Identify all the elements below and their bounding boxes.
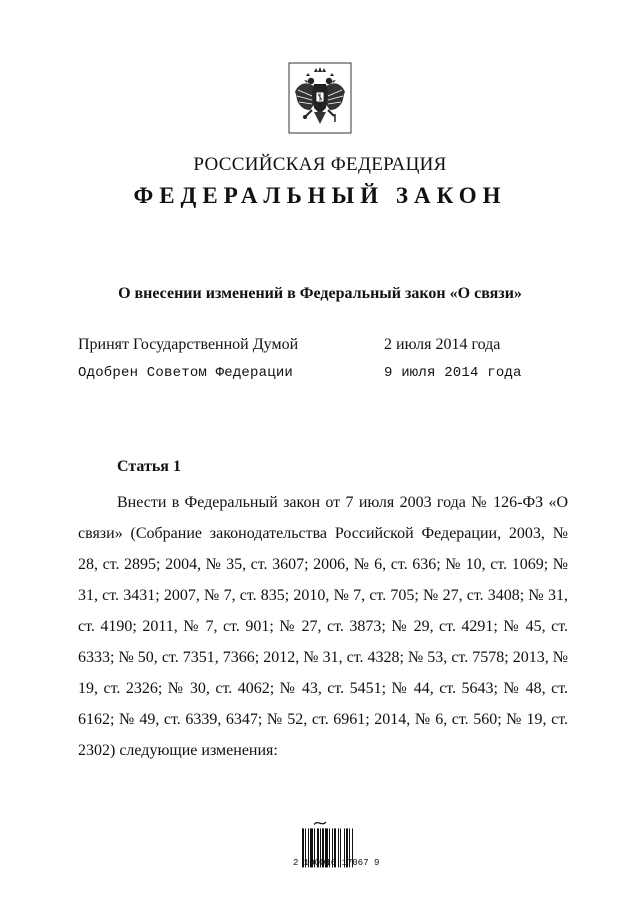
country-name: РОССИЙСКАЯ ФЕДЕРАЦИЯ [193, 154, 447, 175]
document-type: ФЕДЕРАЛЬНЫЙ ЗАКОН [133, 183, 507, 208]
adoption-label: Одобрен Советом Федерации [78, 365, 294, 381]
coat-of-arms-icon [288, 62, 352, 134]
adoption-label: Принят Государственной Думой [78, 336, 299, 353]
adoption-date: 2 июля 2014 года [384, 336, 501, 353]
barcode-number: 2 100016 17067 9 [293, 858, 380, 868]
article-body: Внести в Федеральный закон от 7 июля 2003 года № 126-ФЗ «О связи» (Собрание законодательства Российской Федерации, 2003, № 28, ст. 2895; 2004, № 35, ст. 3607; 2006, № 6, ст. 636; № 10, ст. 1069; № 31, ст. 3431; 2007, № 7, ст. 835; 2010, № 7, ст. 705; № 27, ст. 3408; № 31, ст. 4190; 2011, № 7, ст. 901; № 27, ст. 3873; № 29, ст. 4291; № 45, ст. 6333; № 50, ст. 7351, 7366; 2012, № 31, ст. 4328; № 53, ст. 7578; 2013, № 19, ст. 2326; № 30, ст. 4062; № 43, ст. 5451; № 44, ст. 5643; № 48, ст. 6162; № 49, ст. 6339, 6347; № 52, ст. 6961; 2014, № 6, ст. 560; № 19, ст. 2302) следующие изменения: [78, 494, 568, 759]
adoption-date: 9 июля 2014 года [384, 365, 522, 381]
article-heading: Статья 1 [117, 458, 181, 475]
law-title: О внесении изменений в Федеральный закон «О связи» [118, 285, 522, 302]
